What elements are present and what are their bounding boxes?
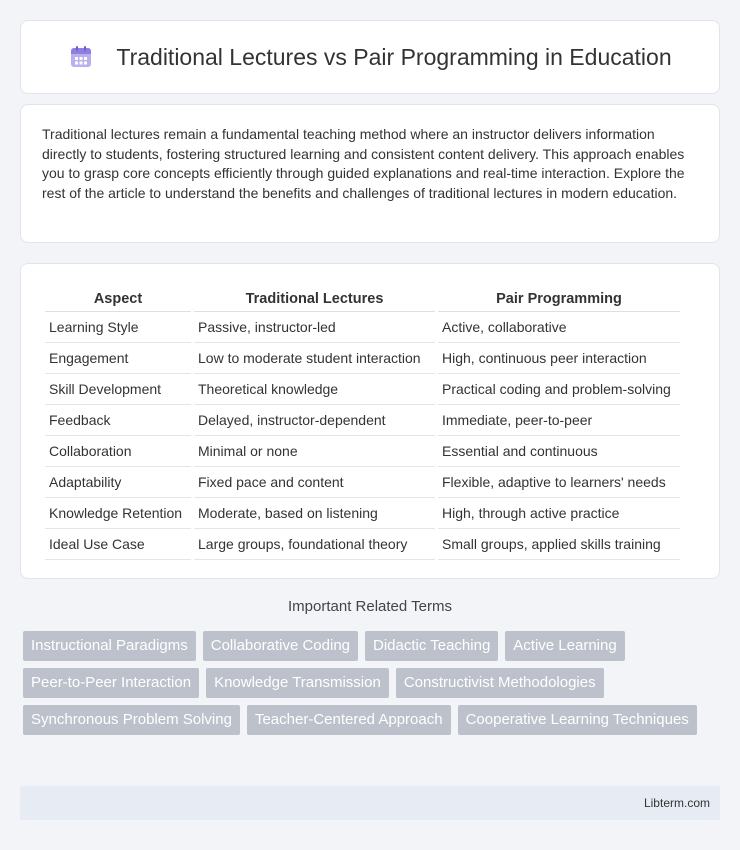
- table-row: [45, 374, 680, 405]
- cell-aspect: Engagement: [45, 343, 191, 374]
- related-term-tag[interactable]: Synchronous Problem Solving: [23, 705, 240, 735]
- table-row: [45, 467, 680, 498]
- table-row: [45, 405, 680, 436]
- related-term-tag[interactable]: Constructivist Methodologies: [396, 668, 604, 698]
- cell-aspect: Learning Style: [45, 312, 191, 343]
- table-header-row: [45, 284, 680, 312]
- intro-text: Traditional lectures remain a fundamental teaching method where an instructor delivers information directly to students, fostering structured learning and consistent content delivery. This approach enables you to grasp core concepts efficiently through guided explanations and real-time interaction. Explore the rest of the article to understand the benefits and challenges of traditional lectures in modern education.: [42, 126, 685, 201]
- related-term-tag[interactable]: Peer-to-Peer Interaction: [23, 668, 199, 698]
- page-title: Traditional Lectures vs Pair Programming in Education: [116, 43, 672, 70]
- table-row: [45, 343, 680, 374]
- header-pair-programming: Pair Programming: [438, 284, 680, 312]
- related-term-tag[interactable]: Didactic Teaching: [365, 631, 498, 661]
- intro-card: [20, 104, 720, 243]
- related-term-tag[interactable]: Instructional Paradigms: [23, 631, 196, 661]
- cell-pair-programming: Practical coding and problem-solving: [438, 374, 680, 405]
- related-term-tag[interactable]: Collaborative Coding: [203, 631, 358, 661]
- cell-pair-programming: High, through active practice: [438, 498, 680, 529]
- cell-pair-programming: Immediate, peer-to-peer: [438, 405, 680, 436]
- table-row: [45, 436, 680, 467]
- related-term-tag[interactable]: Knowledge Transmission: [206, 668, 389, 698]
- calendar-icon: [68, 44, 94, 70]
- cell-traditional-lectures: Low to moderate student interaction: [194, 343, 435, 374]
- table-row: [45, 498, 680, 529]
- header-traditional-lectures: Traditional Lectures: [194, 284, 435, 312]
- cell-aspect: Collaboration: [45, 436, 191, 467]
- cell-pair-programming: Flexible, adaptive to learners' needs: [438, 467, 680, 498]
- related-terms-heading: Important Related Terms: [288, 598, 452, 615]
- related-term-tag[interactable]: Teacher-Centered Approach: [247, 705, 451, 735]
- related-term-tag[interactable]: Cooperative Learning Techniques: [458, 705, 697, 735]
- table-row: [45, 529, 680, 560]
- table-row: [45, 312, 680, 343]
- related-term-tag[interactable]: Active Learning: [505, 631, 624, 661]
- related-terms-list: [23, 631, 703, 735]
- cell-pair-programming: High, continuous peer interaction: [438, 343, 680, 374]
- comparison-table: [42, 284, 683, 560]
- cell-traditional-lectures: Delayed, instructor-dependent: [194, 405, 435, 436]
- cell-pair-programming: Essential and continuous: [438, 436, 680, 467]
- cell-pair-programming: Small groups, applied skills training: [438, 529, 680, 560]
- cell-traditional-lectures: Large groups, foundational theory: [194, 529, 435, 560]
- cell-traditional-lectures: Passive, instructor-led: [194, 312, 435, 343]
- cell-traditional-lectures: Fixed pace and content: [194, 467, 435, 498]
- cell-aspect: Adaptability: [45, 467, 191, 498]
- footer-site-link[interactable]: Libterm.com: [643, 796, 710, 810]
- cell-aspect: Knowledge Retention: [45, 498, 191, 529]
- cell-traditional-lectures: Minimal or none: [194, 436, 435, 467]
- cell-traditional-lectures: Moderate, based on listening: [194, 498, 435, 529]
- title-card: [20, 20, 720, 94]
- cell-aspect: Feedback: [45, 405, 191, 436]
- cell-aspect: Skill Development: [45, 374, 191, 405]
- footer: [20, 786, 720, 820]
- cell-traditional-lectures: Theoretical knowledge: [194, 374, 435, 405]
- cell-aspect: Ideal Use Case: [45, 529, 191, 560]
- cell-pair-programming: Active, collaborative: [438, 312, 680, 343]
- comparison-table-card: [20, 263, 720, 579]
- header-aspect: Aspect: [45, 284, 191, 312]
